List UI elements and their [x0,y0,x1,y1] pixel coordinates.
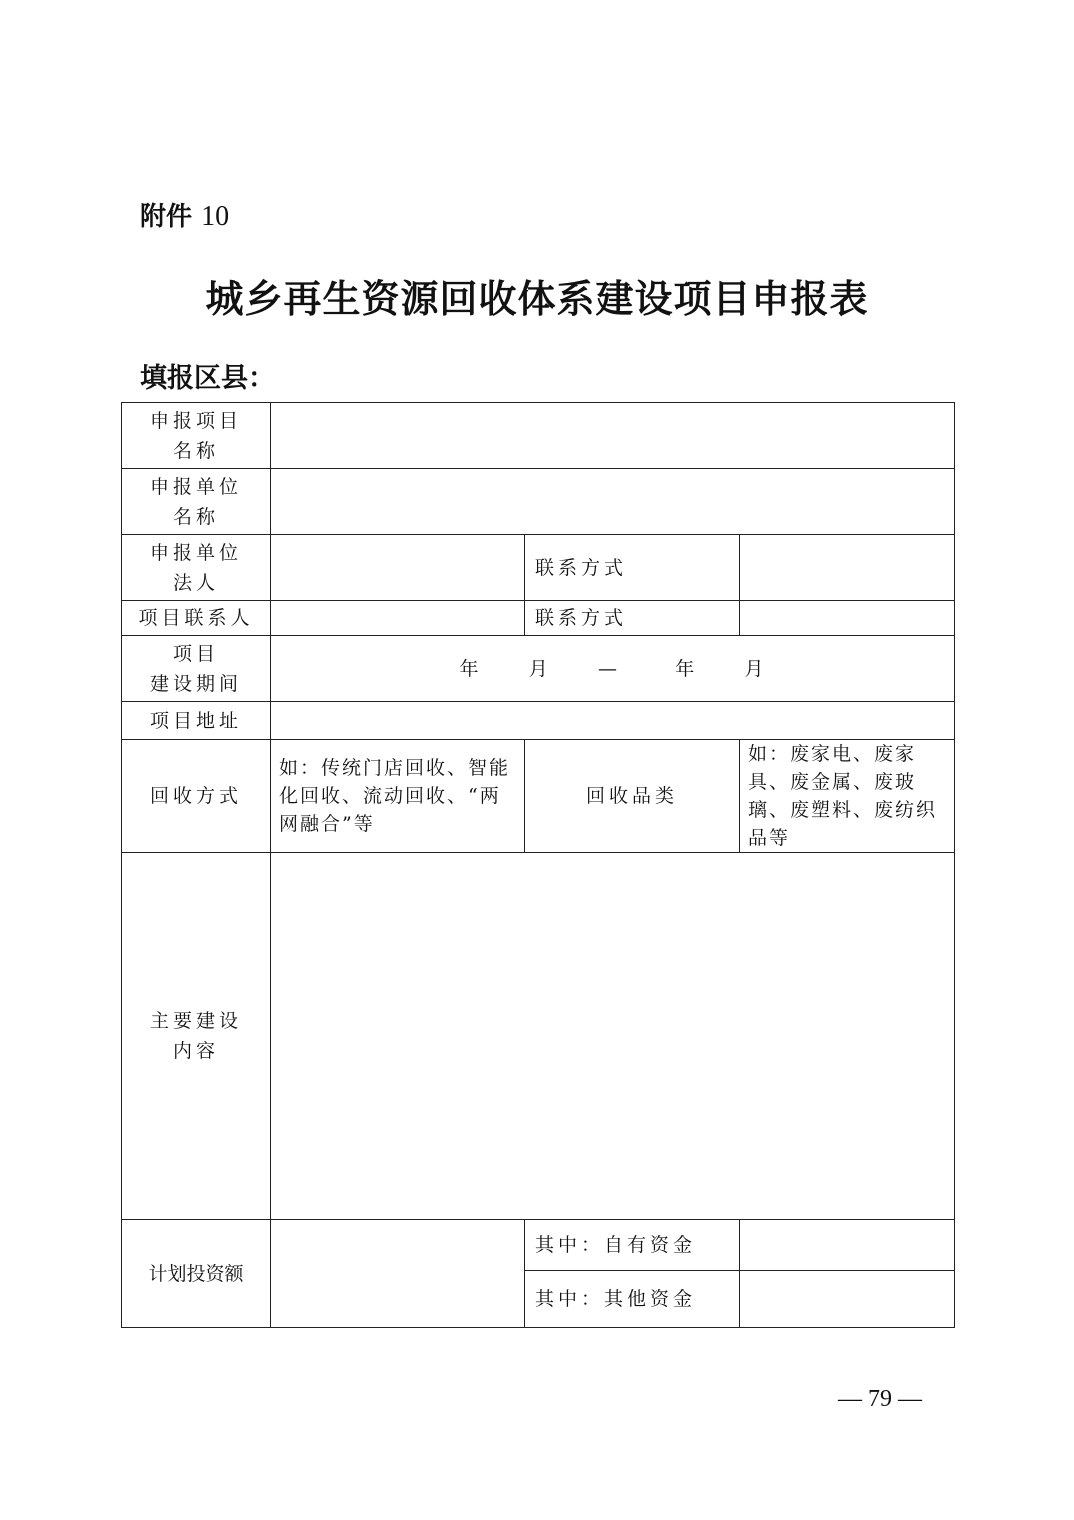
attachment-label [140,196,229,233]
contact-method-field-2[interactable] [740,601,955,636]
construction-period-label: 项目 建设期间 [122,636,271,702]
investment-label: 计划投资额 [122,1220,271,1328]
attachment-number: 10 [201,201,230,232]
row-project-contact [122,601,955,636]
attachment-text: 附件 [140,202,193,232]
recycling-method-label: 回收方式 [122,740,271,853]
main-content-field[interactable] [271,853,955,1220]
other-funds-field[interactable] [740,1271,955,1328]
recycling-category-label: 回收品类 [525,740,740,853]
row-recycling [122,740,955,853]
row-investment-own [122,1220,955,1271]
other-funds-label: 其中：其他资金 [525,1271,740,1328]
row-project-name [122,403,955,469]
contact-method-label-1: 联系方式 [525,535,740,601]
project-contact-label: 项目联系人 [122,601,271,636]
project-contact-field[interactable] [271,601,525,636]
row-project-address [122,702,955,740]
contact-method-label-2: 联系方式 [525,601,740,636]
construction-period-field[interactable]: 年 月 — 年 月 [271,636,955,702]
page-number: — 79 — [838,1386,922,1412]
row-unit-name [122,469,955,535]
unit-name-field[interactable] [271,469,955,535]
project-name-field[interactable] [271,403,955,469]
row-legal-person [122,535,955,601]
page-title: 城乡再生资源回收体系建设项目申报表 [205,277,869,321]
project-name-label: 申报项目 名称 [122,403,271,469]
legal-person-label: 申报单位 法人 [122,535,271,601]
unit-name-label: 申报单位 名称 [122,469,271,535]
contact-method-field-1[interactable] [740,535,955,601]
project-address-label: 项目地址 [122,702,271,740]
application-form-table [121,402,955,1328]
recycling-category-field[interactable]: 如：废家电、废家具、废金属、废玻璃、废塑料、废纺织品等 [740,740,955,853]
row-main-content [122,853,955,1220]
own-funds-label: 其中：自有资金 [525,1220,740,1271]
project-address-field[interactable] [271,702,955,740]
legal-person-field[interactable] [271,535,525,601]
own-funds-field[interactable] [740,1220,955,1271]
main-content-label: 主要建设 内容 [122,853,271,1220]
district-label: 填报区县： [140,363,275,394]
investment-field[interactable] [271,1220,525,1328]
row-construction-period [122,636,955,702]
recycling-method-field[interactable]: 如：传统门店回收、智能化回收、流动回收、“两网融合”等 [271,740,525,853]
